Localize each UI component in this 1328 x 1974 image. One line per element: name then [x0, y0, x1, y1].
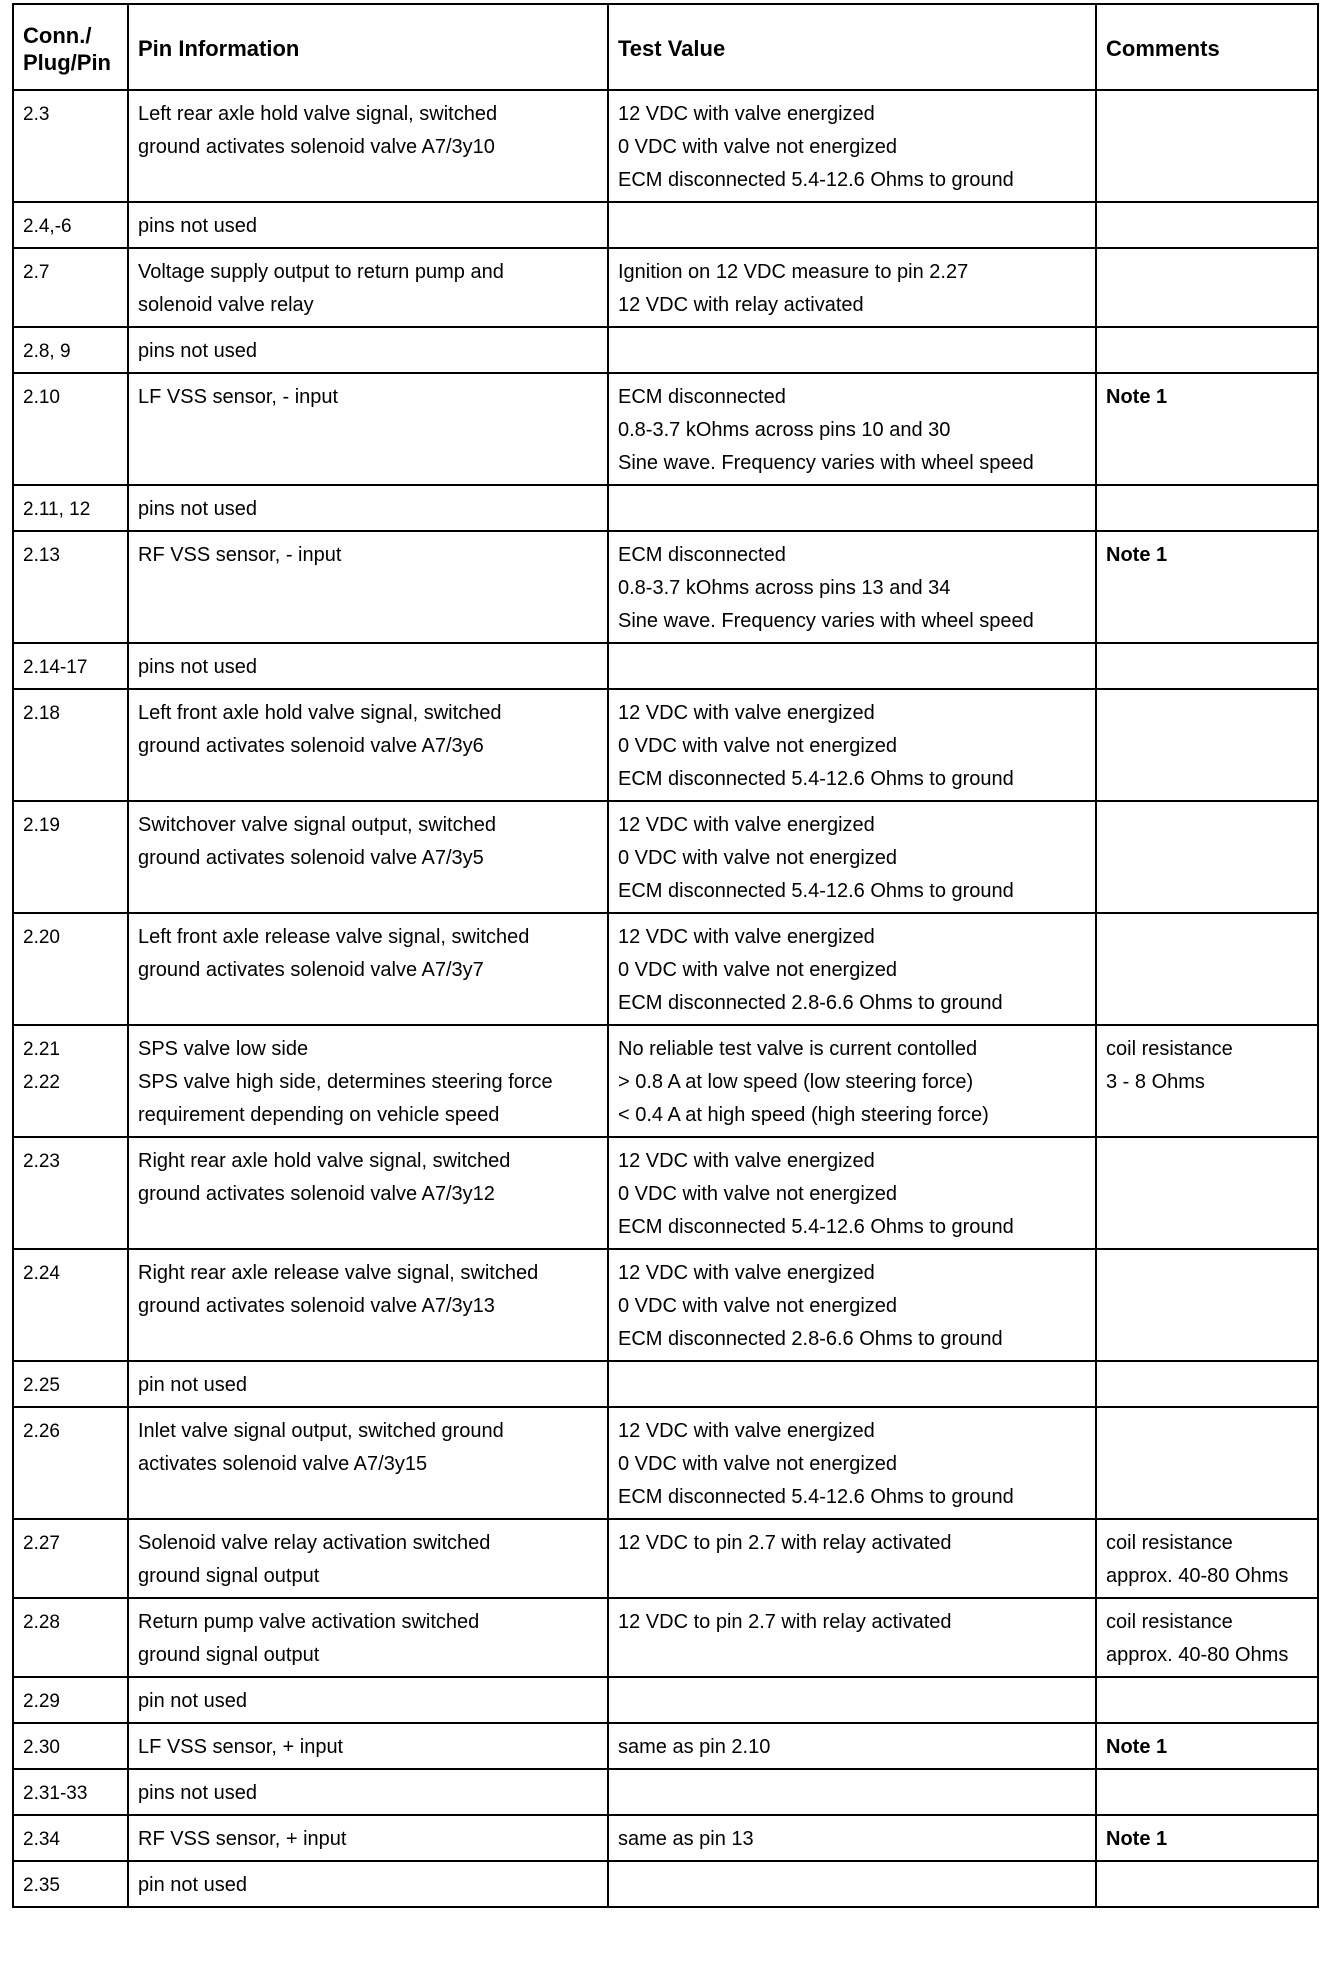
- comments-cell-line: Note 1: [1106, 386, 1168, 408]
- pin-cell-line: 2.10: [23, 387, 60, 408]
- table-row: [13, 1407, 1318, 1519]
- pin-cell: [13, 1361, 128, 1407]
- pin-cell-line: 2.29: [23, 1691, 60, 1712]
- pin-information-cell-line: ground activates solenoid valve A7/3y10: [138, 136, 495, 158]
- pin-information-cell: [128, 1769, 608, 1815]
- pin-information-cell: [128, 1361, 608, 1407]
- pin-cell-line: 2.24: [23, 1263, 60, 1284]
- pin-cell-line: 2.28: [23, 1612, 60, 1633]
- test-value-cell: [608, 801, 1096, 913]
- comments-cell: [1096, 1519, 1318, 1598]
- pin-information-cell-line: solenoid valve relay: [138, 294, 314, 316]
- test-value-cell: [608, 1815, 1096, 1861]
- table-row: [13, 1815, 1318, 1861]
- table-row: [13, 90, 1318, 202]
- pin-information-cell-line: LF VSS sensor, + input: [138, 1736, 344, 1758]
- pin-cell: [13, 1137, 128, 1249]
- pin-information-cell-line: Solenoid valve relay activation switched: [138, 1532, 491, 1554]
- pin-information-cell: [128, 485, 608, 531]
- table-row: [13, 485, 1318, 531]
- pin-cell: [13, 801, 128, 913]
- test-value-cell: [608, 1769, 1096, 1815]
- pin-cell-line: 2.26: [23, 1421, 60, 1442]
- table-row: [13, 801, 1318, 913]
- comments-cell: [1096, 327, 1318, 373]
- comments-cell-line: Note 1: [1106, 1828, 1168, 1850]
- test-value-cell: [608, 1249, 1096, 1361]
- pin-information-cell: [128, 1598, 608, 1677]
- table-row: [13, 1861, 1318, 1907]
- test-value-cell-line: same as pin 2.10: [618, 1736, 771, 1758]
- test-value-cell-line: ECM disconnected 5.4-12.6 Ohms to ground: [618, 1486, 1014, 1508]
- comments-cell: [1096, 485, 1318, 531]
- table-row: [13, 689, 1318, 801]
- pin-information-cell-line: Left rear axle hold valve signal, switched: [138, 103, 498, 125]
- test-value-cell-line: ECM disconnected 5.4-12.6 Ohms to ground: [618, 1216, 1014, 1238]
- table-row: [13, 1249, 1318, 1361]
- test-value-cell-line: 0 VDC with valve not energized: [618, 959, 898, 981]
- comments-cell-line: approx. 40-80 Ohms: [1106, 1565, 1289, 1587]
- header-conn-plug-pin: [13, 4, 128, 90]
- table-row: [13, 248, 1318, 327]
- header-pin-information: Pin Information: [128, 4, 608, 90]
- test-value-cell-line: ECM disconnected 5.4-12.6 Ohms to ground: [618, 768, 1014, 790]
- pin-information-cell: [128, 1025, 608, 1137]
- comments-cell: [1096, 1769, 1318, 1815]
- pin-information-cell: [128, 1519, 608, 1598]
- test-value-cell: [608, 1025, 1096, 1137]
- pin-cell: [13, 373, 128, 485]
- pin-cell-line: 2.3: [23, 104, 50, 125]
- table-row: [13, 913, 1318, 1025]
- pin-cell: [13, 90, 128, 202]
- pin-information-cell: [128, 202, 608, 248]
- pin-cell-line: 2.21: [23, 1039, 60, 1060]
- comments-cell-line: coil resistance: [1106, 1038, 1233, 1060]
- table-header-row: [13, 4, 1318, 90]
- comments-cell: [1096, 531, 1318, 643]
- pin-information-cell-line: LF VSS sensor, - input: [138, 386, 339, 408]
- test-value-cell-line: 0 VDC with valve not energized: [618, 847, 898, 869]
- pin-information-cell: [128, 248, 608, 327]
- pin-information-cell-line: Left front axle release valve signal, switched: [138, 926, 530, 948]
- table-row: [13, 531, 1318, 643]
- pin-information-cell: [128, 327, 608, 373]
- test-value-cell-line: 0 VDC with valve not energized: [618, 1183, 898, 1205]
- comments-cell: [1096, 373, 1318, 485]
- pin-information-cell-line: Voltage supply output to return pump and: [138, 261, 504, 283]
- pin-cell-line: 2.19: [23, 815, 60, 836]
- pin-cell-line: 2.14-17: [23, 657, 88, 678]
- pin-information-cell-line: Right rear axle release valve signal, switched: [138, 1262, 539, 1284]
- pin-information-cell-line: SPS valve high side, determines steering force: [138, 1071, 553, 1093]
- comments-cell-line: approx. 40-80 Ohms: [1106, 1644, 1289, 1666]
- test-value-cell-line: 0 VDC with valve not energized: [618, 735, 898, 757]
- pin-cell: [13, 327, 128, 373]
- pin-cell-line: 2.35: [23, 1875, 60, 1896]
- table-row: [13, 373, 1318, 485]
- pin-information-cell: [128, 1861, 608, 1907]
- comments-cell: [1096, 1861, 1318, 1907]
- test-value-cell: [608, 327, 1096, 373]
- pin-information-cell-line: ground activates solenoid valve A7/3y6: [138, 735, 484, 757]
- pin-information-cell-line: pin not used: [138, 1690, 247, 1712]
- comments-cell: [1096, 1249, 1318, 1361]
- test-value-cell-line: 0 VDC with valve not energized: [618, 1295, 898, 1317]
- test-value-cell-line: 12 VDC with valve energized: [618, 926, 875, 948]
- test-value-cell-line: ECM disconnected: [618, 544, 786, 566]
- test-value-cell: [608, 1677, 1096, 1723]
- test-value-cell: [608, 485, 1096, 531]
- pin-cell-line: 2.27: [23, 1533, 60, 1554]
- comments-cell: [1096, 1598, 1318, 1677]
- pin-information-cell: [128, 1407, 608, 1519]
- table-row: [13, 1519, 1318, 1598]
- table-row: [13, 1677, 1318, 1723]
- header-pin-line-1: Conn./: [23, 22, 92, 48]
- comments-cell: [1096, 643, 1318, 689]
- table-row: [13, 1598, 1318, 1677]
- pin-cell: [13, 531, 128, 643]
- pin-information-cell-line: ground activates solenoid valve A7/3y12: [138, 1183, 495, 1205]
- comments-cell: [1096, 1361, 1318, 1407]
- test-value-cell: [608, 1861, 1096, 1907]
- test-value-cell-line: 12 VDC with relay activated: [618, 294, 864, 316]
- pin-cell-line: 2.8, 9: [23, 341, 71, 362]
- test-value-cell-line: 12 VDC to pin 2.7 with relay activated: [618, 1532, 952, 1554]
- pin-cell-line: 2.4,-6: [23, 216, 72, 237]
- pin-cell-line: 2.31-33: [23, 1783, 88, 1804]
- test-value-cell-line: 12 VDC to pin 2.7 with relay activated: [618, 1611, 952, 1633]
- pin-information-cell: [128, 801, 608, 913]
- pin-information-cell-line: requirement depending on vehicle speed: [138, 1104, 500, 1126]
- table-row: [13, 643, 1318, 689]
- pin-cell-line: 2.30: [23, 1737, 60, 1758]
- test-value-cell-line: 0 VDC with valve not energized: [618, 1453, 898, 1475]
- pin-information-cell-line: ground signal output: [138, 1644, 320, 1666]
- pin-information-cell: [128, 373, 608, 485]
- pin-information-cell-line: ground signal output: [138, 1565, 320, 1587]
- test-value-cell: [608, 913, 1096, 1025]
- test-value-cell-line: > 0.8 A at low speed (low steering force): [618, 1071, 974, 1093]
- pin-information-cell: [128, 531, 608, 643]
- comments-cell: [1096, 801, 1318, 913]
- comments-cell: [1096, 1025, 1318, 1137]
- pin-information-cell-line: pins not used: [138, 215, 257, 237]
- comments-cell-line: coil resistance: [1106, 1611, 1233, 1633]
- test-value-cell: [608, 202, 1096, 248]
- pin-information-cell-line: ground activates solenoid valve A7/3y5: [138, 847, 484, 869]
- pin-cell: [13, 1598, 128, 1677]
- pin-information-cell-line: Inlet valve signal output, switched ground: [138, 1420, 504, 1442]
- test-value-cell-line: 0.8-3.7 kOhms across pins 13 and 34: [618, 577, 951, 599]
- test-value-cell-line: ECM disconnected 5.4-12.6 Ohms to ground: [618, 880, 1014, 902]
- comments-cell: [1096, 90, 1318, 202]
- pin-cell: [13, 1249, 128, 1361]
- test-value-cell-line: same as pin 13: [618, 1828, 754, 1850]
- pin-information-cell-line: pins not used: [138, 498, 257, 520]
- comments-cell: [1096, 202, 1318, 248]
- comments-cell: [1096, 248, 1318, 327]
- pin-cell: [13, 643, 128, 689]
- test-value-cell-line: 0 VDC with valve not energized: [618, 136, 898, 158]
- pin-cell: [13, 1025, 128, 1137]
- pin-information-cell: [128, 643, 608, 689]
- pin-cell-line: 2.20: [23, 927, 60, 948]
- test-value-cell: [608, 689, 1096, 801]
- test-value-cell-line: 12 VDC with valve energized: [618, 814, 875, 836]
- test-value-cell-line: Sine wave. Frequency varies with wheel speed: [618, 610, 1034, 632]
- comments-cell: [1096, 1677, 1318, 1723]
- table-row: [13, 1361, 1318, 1407]
- test-value-cell: [608, 1723, 1096, 1769]
- test-value-cell-line: 12 VDC with valve energized: [618, 103, 875, 125]
- test-value-cell-line: Ignition on 12 VDC measure to pin 2.27: [618, 261, 969, 283]
- pin-information-cell-line: Right rear axle hold valve signal, switched: [138, 1150, 511, 1172]
- pin-information-cell-line: pins not used: [138, 340, 257, 362]
- pin-cell: [13, 913, 128, 1025]
- pin-information-cell-line: ground activates solenoid valve A7/3y7: [138, 959, 484, 981]
- test-value-cell-line: 12 VDC with valve energized: [618, 1150, 875, 1172]
- test-value-cell: [608, 1137, 1096, 1249]
- test-value-cell-line: No reliable test valve is current contolled: [618, 1038, 978, 1060]
- pin-information-table: [12, 3, 1319, 1908]
- pin-cell-line: 2.11, 12: [23, 499, 91, 520]
- table-row: [13, 1723, 1318, 1769]
- pin-cell-line: 2.34: [23, 1829, 60, 1850]
- test-value-cell-line: Sine wave. Frequency varies with wheel speed: [618, 452, 1034, 474]
- table-row: [13, 202, 1318, 248]
- pin-cell: [13, 1861, 128, 1907]
- pin-information-cell-line: activates solenoid valve A7/3y15: [138, 1453, 428, 1475]
- test-value-cell: [608, 531, 1096, 643]
- pin-information-cell: [128, 689, 608, 801]
- pin-information-cell-line: RF VSS sensor, + input: [138, 1828, 347, 1850]
- table-row: [13, 327, 1318, 373]
- pin-cell: [13, 1519, 128, 1598]
- pin-cell-line: 2.13: [23, 545, 60, 566]
- test-value-cell: [608, 373, 1096, 485]
- test-value-cell-line: ECM disconnected 2.8-6.6 Ohms to ground: [618, 1328, 1003, 1350]
- comments-cell: [1096, 1723, 1318, 1769]
- header-comments: Comments: [1096, 4, 1318, 90]
- comments-cell: [1096, 689, 1318, 801]
- pin-cell: [13, 1723, 128, 1769]
- comments-cell: [1096, 1137, 1318, 1249]
- table-row: [13, 1769, 1318, 1815]
- comments-cell: [1096, 913, 1318, 1025]
- test-value-cell: [608, 248, 1096, 327]
- pin-cell-line: 2.18: [23, 703, 60, 724]
- table-row: [13, 1137, 1318, 1249]
- pin-information-cell-line: pin not used: [138, 1374, 247, 1396]
- test-value-cell: [608, 1361, 1096, 1407]
- pin-information-cell: [128, 90, 608, 202]
- pin-information-cell-line: pins not used: [138, 1782, 257, 1804]
- pin-cell: [13, 202, 128, 248]
- comments-cell-line: 3 - 8 Ohms: [1106, 1071, 1205, 1093]
- pin-cell: [13, 1677, 128, 1723]
- pin-cell: [13, 689, 128, 801]
- header-pin-line-2: Plug/Pin: [23, 49, 111, 75]
- pin-cell: [13, 1815, 128, 1861]
- test-value-cell-line: < 0.4 A at high speed (high steering force): [618, 1104, 989, 1126]
- comments-cell-line: coil resistance: [1106, 1532, 1233, 1554]
- test-value-cell-line: 0.8-3.7 kOhms across pins 10 and 30: [618, 419, 951, 441]
- pin-cell: [13, 248, 128, 327]
- pin-cell-line: 2.7: [23, 262, 50, 283]
- pin-cell: [13, 1407, 128, 1519]
- test-value-cell: [608, 90, 1096, 202]
- pin-information-cell: [128, 1723, 608, 1769]
- pin-information-cell-line: ground activates solenoid valve A7/3y13: [138, 1295, 495, 1317]
- pin-information-cell-line: RF VSS sensor, - input: [138, 544, 342, 566]
- table-body: [13, 90, 1318, 1907]
- pin-information-cell: [128, 1677, 608, 1723]
- test-value-cell-line: 12 VDC with valve energized: [618, 702, 875, 724]
- test-value-cell-line: ECM disconnected 5.4-12.6 Ohms to ground: [618, 169, 1014, 191]
- pin-information-cell-line: Switchover valve signal output, switched: [138, 814, 496, 836]
- pin-information-cell-line: Return pump valve activation switched: [138, 1611, 480, 1633]
- test-value-cell: [608, 643, 1096, 689]
- comments-cell: [1096, 1815, 1318, 1861]
- pin-cell-line: 2.22: [23, 1072, 60, 1093]
- comments-cell: [1096, 1407, 1318, 1519]
- pin-information-cell-line: pin not used: [138, 1874, 247, 1896]
- test-value-cell: [608, 1407, 1096, 1519]
- test-value-cell-line: ECM disconnected 2.8-6.6 Ohms to ground: [618, 992, 1003, 1014]
- pin-cell-line: 2.25: [23, 1375, 60, 1396]
- pin-information-cell-line: pins not used: [138, 656, 257, 678]
- comments-cell-line: Note 1: [1106, 1736, 1168, 1758]
- test-value-cell-line: 12 VDC with valve energized: [618, 1420, 875, 1442]
- test-value-cell: [608, 1519, 1096, 1598]
- test-value-cell-line: 12 VDC with valve energized: [618, 1262, 875, 1284]
- table-row: [13, 1025, 1318, 1137]
- comments-cell-line: Note 1: [1106, 544, 1168, 566]
- pin-information-cell-line: Left front axle hold valve signal, switched: [138, 702, 502, 724]
- pin-information-cell: [128, 1249, 608, 1361]
- header-test-value: Test Value: [608, 4, 1096, 90]
- pin-information-cell: [128, 1815, 608, 1861]
- pin-cell: [13, 485, 128, 531]
- pin-information-cell-line: SPS valve low side: [138, 1038, 309, 1060]
- pin-cell-line: 2.23: [23, 1151, 60, 1172]
- test-value-cell-line: ECM disconnected: [618, 386, 786, 408]
- test-value-cell: [608, 1598, 1096, 1677]
- pin-cell: [13, 1769, 128, 1815]
- pin-information-cell: [128, 1137, 608, 1249]
- pin-information-cell: [128, 913, 608, 1025]
